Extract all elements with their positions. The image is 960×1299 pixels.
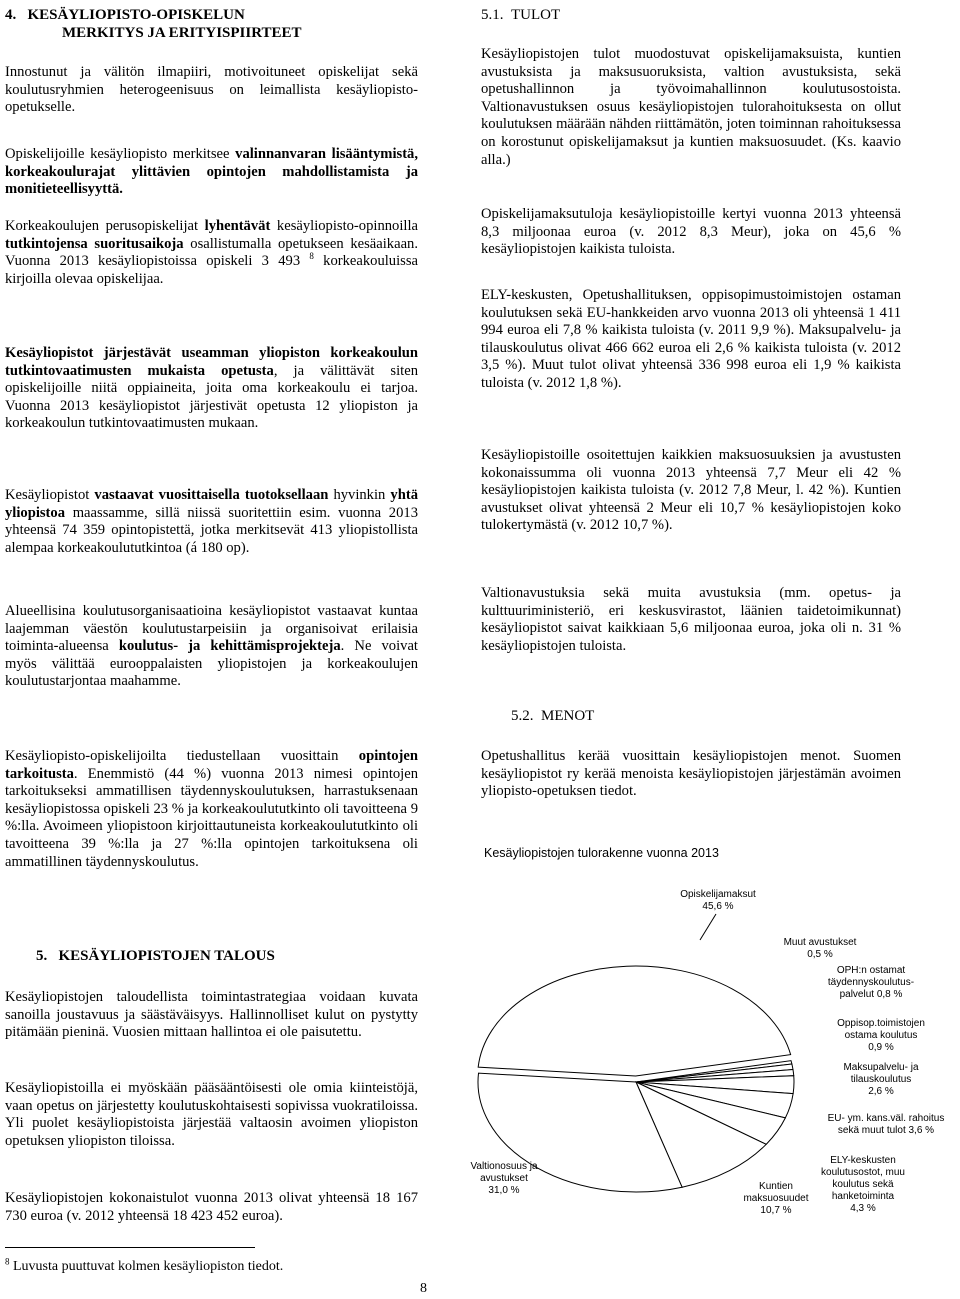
paragraph: Kesäyliopistoilla ei myöskään pääsääntöisesti ole omia kiinteistöjä, vaan opetus on järjestetty koulutuskohtaisesti sopivissa vuokratiloissa. Yli puolet kesäyliopistoista järjestää valtaosin avoimen yliopiston opetuksen yliopiston tiloissa. bbox=[5, 1080, 418, 1149]
slice-label-muut-avustukset bbox=[770, 937, 870, 961]
label-line: koulutus sekä bbox=[832, 1179, 894, 1190]
section-4-heading-line1: 4. KESÄYLIOPISTO-OPISKELUN bbox=[5, 7, 245, 23]
section-5-2-heading: 5.2. MENOT bbox=[511, 708, 595, 724]
paragraph: Opetushallitus kerää vuosittain kesäyliopistojen menot. Suomen kesäyliopistot ry kerää menoista kesäyliopistojen järjestämän avoimen yliopisto-opetuksen tiedot. bbox=[481, 748, 901, 800]
bold-text: yhtä yliopistoa bbox=[5, 487, 418, 521]
label-line: avustukset bbox=[480, 1173, 528, 1184]
label-line: sekä muut tulot 3,6 % bbox=[837, 1125, 935, 1136]
bold-text: vastaavat vuosittaisella tuotoksellaan bbox=[94, 487, 329, 503]
text: Kesäyliopisto-opiskelijoilta tiedustellaan vuosittain bbox=[5, 748, 359, 764]
paragraph: Opiskelijamaksutuloja kesäyliopistoille kertyi vuonna 2013 yhteensä 8,3 miljoonaa euroa (v. 2012 8,3 Meur), joka on 45,6 % kesäyliopistojen kaikista tuloista. bbox=[481, 206, 901, 258]
text: osallistumalla opetukseen kesäaikaan. Vuonna 2013 kesäyliopistoissa opiskeli 3 493 bbox=[5, 235, 418, 270]
footnote-ref: 8 bbox=[309, 251, 314, 262]
slice-label-eu bbox=[814, 1113, 958, 1137]
section-5-1-heading: 5.1. TULOT bbox=[481, 7, 561, 23]
label-line: Opiskelijamaksut bbox=[680, 889, 756, 900]
section-4-heading-line2: MERKITYS JA ERITYISPIIRTEET bbox=[62, 25, 302, 41]
label-line: palvelut 0,8 % bbox=[839, 989, 903, 1000]
label-line: 2,6 % bbox=[868, 1086, 894, 1097]
leader-line bbox=[700, 914, 716, 940]
label-line: Valtionosuus ja bbox=[470, 1161, 538, 1172]
bold-text: Kesäyliopistot järjestävät useamman yliopiston korkeakoulun tutkintovaatimusten mukaista opetusta bbox=[5, 345, 418, 379]
paragraph: Kesäyliopistojen tulot muodostuvat opiskelijamaksuista, kuntien avustuksista ja maksusuoruksista, valtion avustuksista, sekä opetushallinnon ja työvoimahallinnon koulutusostoista. Valtionavustuksen osuus kesäyliopistojen tulorahoituksesta on ollut koulutuksen määrään nähden riittämätön, joten toiminnan rahoituksessa on korostunut opiskelijamaksut ja kuntien maksuosuudet. (Ks. kaavio alla.) bbox=[481, 46, 901, 168]
label-line: koulutusostot, muu bbox=[821, 1167, 905, 1178]
paragraph: Kesäyliopistoille osoitettujen kaikkien maksuosuuksien ja avustusten kokonaissumma oli vuonna 2013 yhteensä 7,7 Meur eli 42 % kesäyliopistojen kaikista tuloista (v. 2012 7,8 Meur, l. 42 %). Kuntien avustukset olivat yhteensä 2 Meur eli 10,7 % kesäyliopistojen koko tulokertymästä (v. 2012 10,7 %). bbox=[481, 447, 901, 534]
slice-label-oph bbox=[812, 965, 930, 1001]
text: . Enemmistö (44 %) vuonna 2013 nimesi opintojen tarkoitukseksi ammatillisen täydennyskoulutuksen, harrastuksenaan kesäyliopistossa opiskeli 23 % ja korkeakoulututkinto oli tavoitteena 9 %:lla. Avoimeen yliopistoon kirjoittautuneista korkeakoulututkinto oli tavoitteena 39 %:lla ja 27 %:lla opintojen tarkoituksena oli ammatillinen täydennyskoulutus. bbox=[5, 765, 418, 870]
label-line: Kuntien bbox=[759, 1181, 793, 1192]
label-line: maksuosuudet bbox=[743, 1193, 809, 1204]
text: kesäyliopisto-opinnoilla bbox=[270, 218, 418, 234]
label-line: ostama koulutus bbox=[844, 1030, 918, 1041]
chart-title: Kesäyliopistojen tulorakenne vuonna 2013 bbox=[484, 846, 719, 860]
text: Kesäyliopistot bbox=[5, 487, 95, 503]
paragraph: Valtionavustuksia sekä muita avustuksia (mm. opetus- ja kulttuuriministeriö, eri keskusvirastot, läänien taidetoimikunnat) kesäyliopistot saivat kaikkiaan 5,6 miljoonaa euroa, joka oli n. 31 % kesäyliopistojen tuloista. bbox=[481, 585, 901, 654]
paragraph: Kesäyliopistojen kokonaistulot vuonna 2013 olivat yhteensä 18 167 730 euroa (v. 2012 yhteensä 18 423 452 euroa). bbox=[5, 1190, 418, 1224]
label-line: Muut avustukset bbox=[783, 937, 857, 948]
bold-text: opintojen tarkoitusta bbox=[5, 748, 418, 782]
label-line: 0,5 % bbox=[807, 949, 833, 960]
text: hyvinkin bbox=[328, 487, 391, 503]
bold-text: koulutus- ja kehittämisprojekteja bbox=[118, 638, 341, 655]
label-line: 45,6 % bbox=[702, 901, 734, 912]
text: , ja välittävät siten opiskelijoille niitä oppiaineita, joita oma korkeakoulu ei tarjoa. Vuonna 2013 kesäyliopistot järjestivät opetusta 12 yliopiston ja korkeakoulun tutkintovaatimusten mukaan. bbox=[5, 362, 418, 432]
label-line: 31,0 % bbox=[488, 1185, 520, 1196]
bold-text: valinnanvaran lisääntymistä, korkeakoulurajat ylittävien opintojen mahdollistamista ja monitieteellisyyttä. bbox=[5, 146, 418, 198]
bold-text: tutkintojensa suoritusaikoja bbox=[5, 235, 184, 252]
label-line: hanketoiminta bbox=[831, 1191, 895, 1202]
paragraph: ELY-keskusten, Opetushallituksen, oppisopimustoimistojen ostaman koulutuksen sekä EU-hankkeiden arvo vuonna 2013 oli yhteensä 1 411 994 euroa eli 7,8 % kaikista tuloista (v. 2011 9,9 %). Maksupalvelu- ja tilauskoulutus olivat 466 662 euroa eli 2,6 % kaikista tuloista (v. 2012 3,5 %). Muut tulot olivat yhteensä 336 998 euroa eli 1,9 % kaikista tuloista (v. 2012 1,8 %). bbox=[481, 287, 901, 391]
slice-label-ely bbox=[808, 1155, 918, 1215]
text: korkeakouluissa kirjoilla olevaa opiskelijaa. bbox=[5, 253, 418, 287]
paragraph: Innostunut ja välitön ilmapiiri, motivoituneet opiskelijat sekä koulutusryhmien heterogeenisuus on leimallista kesäyliopisto-opetukselle. bbox=[5, 64, 418, 116]
text: Korkeakoulujen perusopiskelijat bbox=[5, 218, 205, 234]
paragraph: Kesäyliopistojen taloudellista toimintastrategiaa voidaan kuvata sanoilla joustavuus ja säästäväisyys. Hallinnolliset kulut on pystytty pitämään pieninä. Vuosien mittaan hallintoa ei ole paisutettu. bbox=[5, 989, 418, 1041]
page-number: 8 bbox=[420, 1281, 427, 1296]
text: Opiskelijoille kesäyliopisto merkitsee bbox=[5, 146, 236, 162]
label-line: EU- ym. kans.väl. rahoitus bbox=[827, 1113, 945, 1124]
label-line: täydennyskoulutus- bbox=[827, 977, 915, 988]
pie-slice bbox=[478, 966, 790, 1076]
text: maassamme, sillä niissä suoritettiin esim. vuonna 2013 yhteensä 74 359 opintopistettä, jotka merkitsevät 413 yliopistollista alempaa korkeakoulututkintoa (á 180 op). bbox=[5, 504, 418, 556]
slice-label-kuntien bbox=[728, 1181, 824, 1217]
label-line: ELY-keskusten bbox=[830, 1155, 896, 1166]
text: . Ne voivat myös välittää eurooppalaisten yliopistojen ja korkeakoulujen koulutustarjontaa maahamme. bbox=[5, 638, 418, 690]
text: Alueellisina koulutusorganisaatioina kesäyliopistot vastaavat kuntaa laajemman väestön koulutustarpeisiin ja organisoivat erilaisia toiminta-alueensa bbox=[5, 603, 418, 655]
label-line: OPH:n ostamat bbox=[836, 965, 906, 976]
slice-label-oppisopimus bbox=[822, 1018, 940, 1054]
label-line: Oppisop.toimistojen bbox=[837, 1018, 925, 1029]
footnote-text: Luvusta puuttuvat kolmen kesäyliopiston tiedot. bbox=[9, 1259, 284, 1274]
bold-text: lyhentävät bbox=[204, 218, 271, 234]
label-line: 4,3 % bbox=[850, 1203, 876, 1214]
label-line: tilauskoulutus bbox=[850, 1074, 912, 1085]
slice-label-opiskelijamaksut bbox=[668, 889, 768, 913]
footnote-number: 8 bbox=[5, 1256, 10, 1267]
slice-label-valtionosuus bbox=[456, 1161, 552, 1197]
label-line: 0,9 % bbox=[868, 1042, 894, 1053]
slice-label-maksupalvelu bbox=[822, 1062, 940, 1098]
section-5-heading: 5. KESÄYLIOPISTOJEN TALOUS bbox=[36, 948, 275, 964]
label-line: Maksupalvelu- ja bbox=[843, 1062, 919, 1073]
label-line: 10,7 % bbox=[760, 1205, 792, 1216]
